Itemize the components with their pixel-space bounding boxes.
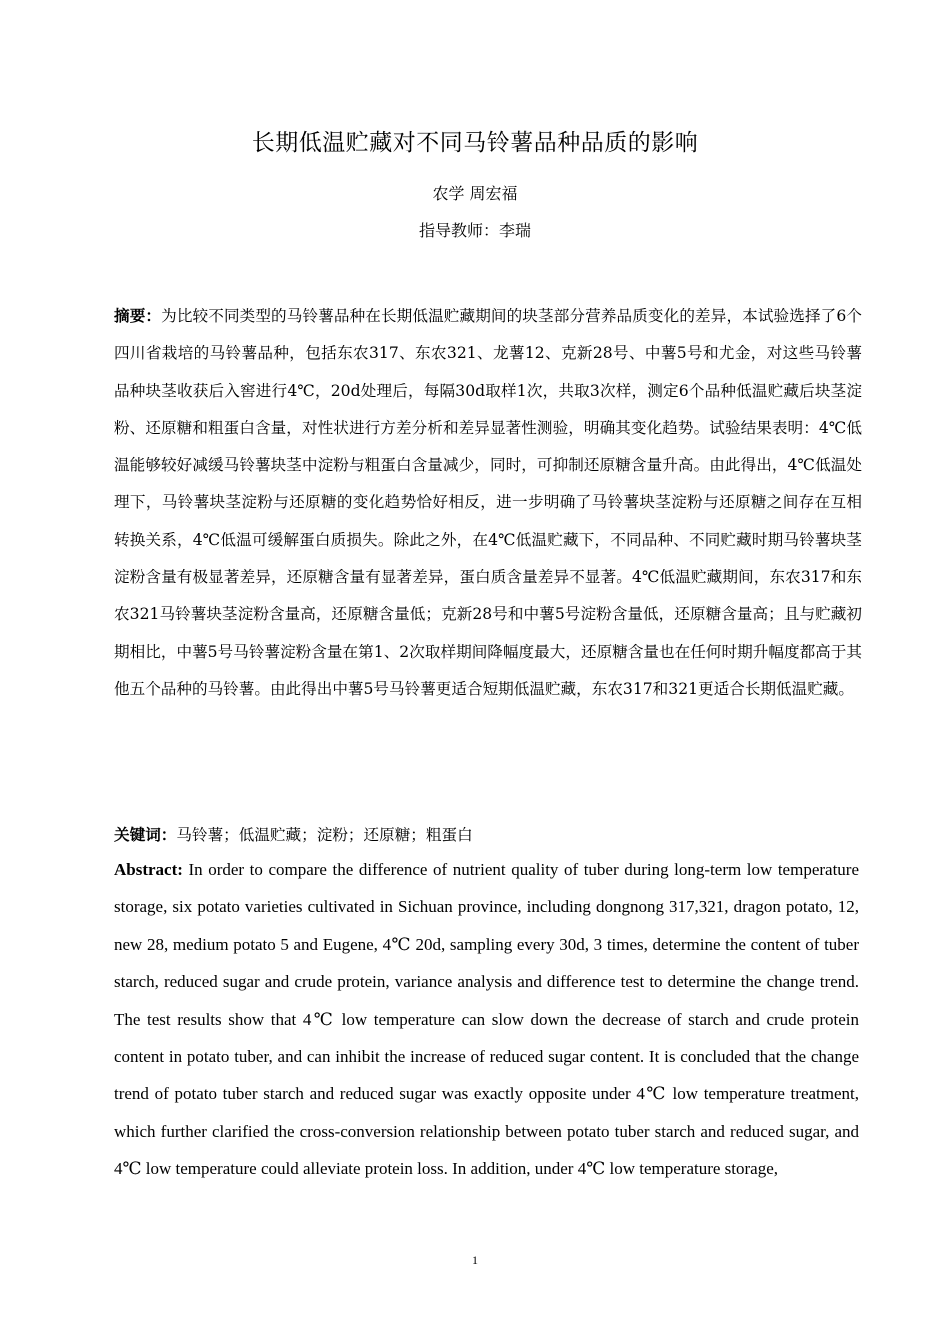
- chinese-abstract-text: 为比较不同类型的马铃薯品种在长期低温贮藏期间的块茎部分营养品质变化的差异，本试验选择了6个四川省栽培的马铃薯品种，包括东农317、东农321、龙薯12、克新28号、中薯5号和尤金，对这些马铃薯品种块茎收获后入窖进行4℃，20d处理后，每隔30d取样1次，共取3次样，测定6个品种低温贮藏后块茎淀粉、还原糖和粗蛋白含量，对性状进行方差分析和差异显著性测验，明确其变化趋势。试验结果表明：4℃低温能够较好减缓马铃薯块茎中淀粉与粗蛋白含量减少，同时，可抑制还原糖含量升高。由此得出，4℃低温处理下，马铃薯块茎淀粉与还原糖的变化趋势恰好相反，进一步明确了马铃薯块茎淀粉与还原糖之间存在互相转换关系，4℃低温可缓解蛋白质损失。除此之外，在4℃低温贮藏下，不同品种、不同贮藏时期马铃薯块茎淀粉含量有极显著差异，还原糖含量有显著差异，蛋白质含量差异不显著。4℃低温贮藏期间，东农317和东农321马铃薯块茎淀粉含量高，还原糖含量低；克新28号和中薯5号淀粉含量低，还原糖含量高；且与贮藏初期相比，中薯5号马铃薯淀粉含量在第1、2次取样期间降幅度最大，还原糖含量也在任何时期升幅度都高于其他五个品种的马铃薯。由此得出中薯5号马铃薯更适合短期低温贮藏，东农317和321更适合长期低温贮藏。: [114, 307, 862, 698]
- page-number: 1: [472, 1253, 478, 1267]
- chinese-abstract: [114, 298, 862, 708]
- author-line: 农学 周宏福: [432, 184, 518, 203]
- keywords-text: 马铃薯；低温贮藏；淀粉；还原糖；粗蛋白: [176, 826, 473, 844]
- advisor-label: 指导教师：: [418, 221, 499, 240]
- keywords-label: 关键词：: [114, 826, 177, 844]
- english-abstract: [114, 851, 859, 1188]
- advisor-name: 李瑞: [499, 221, 532, 240]
- advisor-line: [0, 218, 950, 241]
- paper-title: 长期低温贮藏对不同马铃薯品种品质的影响: [251, 130, 699, 156]
- keywords: [114, 818, 862, 852]
- english-abstract-text: In order to compare the difference of nutrient quality of tuber during long-term low temperature storage, six potato varieties cultivated in Sichuan province, including dongnong 317,321, dragon potato, 12, new 28, medium potato 5 and Eugene, 4℃ 20d, sampling every 30d, 3 times, determine the content of tuber starch, reduced sugar and crude protein, variance analysis and difference test to determine the change trend. The test results show that 4℃ low temperature can slow down the decrease of starch and crude protein content in potato tuber, and can inhibit the increase of reduced sugar content. It is concluded that the change trend of potato tuber starch and reduced sugar was exactly opposite under 4℃ low temperature treatment, which further clarified the cross-conversion relationship between potato tuber starch and reduced sugar, and 4℃ low temperature could alleviate protein loss. In addition, under 4℃ low temperature storage,: [114, 860, 860, 1179]
- chinese-abstract-label: 摘要：: [114, 307, 162, 325]
- english-abstract-label: Abstract:: [114, 860, 183, 879]
